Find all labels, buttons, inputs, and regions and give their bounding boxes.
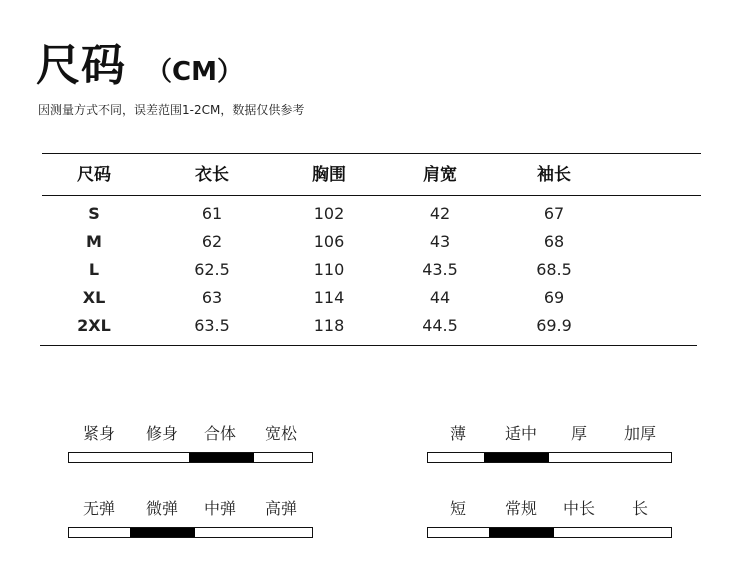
gauge-thickness-selected-segment	[484, 453, 549, 462]
gauge-fit-label: 紧身	[82, 424, 115, 443]
gauge-elasticity-label: 无弹	[82, 499, 115, 518]
column-header-sleeve: 袖长	[537, 165, 571, 185]
gauge-fit-bar	[68, 452, 313, 463]
table-cell-chest: 118	[313, 316, 345, 335]
gauge-fit-label: 合体	[203, 424, 236, 443]
column-header-chest: 胸围	[312, 165, 346, 185]
table-cell-size: M	[86, 232, 102, 251]
table-top-rule	[42, 153, 701, 154]
table-cell-length: 61	[201, 204, 223, 223]
table-cell-shoulder: 44	[429, 288, 451, 307]
gauge-length-selected-segment	[489, 528, 554, 537]
gauge-fit-selected-segment	[189, 453, 254, 462]
gauge-length-bar	[427, 527, 672, 538]
table-cell-shoulder: 43.5	[422, 260, 458, 279]
table-cell-shoulder: 43	[429, 232, 451, 251]
table-cell-size: L	[88, 260, 100, 279]
table-cell-shoulder: 44.5	[422, 316, 458, 335]
table-cell-length: 63.5	[194, 316, 230, 335]
table-cell-length: 62	[201, 232, 223, 251]
table-cell-sleeve: 68	[543, 232, 565, 251]
column-header-size: 尺码	[77, 165, 111, 185]
gauge-elasticity-label: 微弹	[145, 499, 178, 518]
gauge-elasticity-bar	[68, 527, 313, 538]
table-cell-sleeve: 69	[543, 288, 565, 307]
table-cell-shoulder: 42	[429, 204, 451, 223]
table-cell-sleeve: 69.9	[536, 316, 572, 335]
gauge-length-label: 长	[631, 499, 648, 518]
gauge-thickness-label: 薄	[449, 424, 466, 443]
gauge-thickness-label: 厚	[570, 424, 587, 443]
table-header-rule	[42, 195, 701, 196]
table-cell-chest: 102	[313, 204, 345, 223]
gauge-thickness-bar	[427, 452, 672, 463]
column-header-length: 衣长	[195, 165, 229, 185]
table-cell-size: 2XL	[77, 316, 111, 335]
table-cell-sleeve: 68.5	[536, 260, 572, 279]
gauge-thickness-label: 加厚	[623, 424, 656, 443]
gauge-elasticity-label: 中弹	[203, 499, 236, 518]
gauge-fit-label: 修身	[145, 424, 178, 443]
table-cell-chest: 106	[313, 232, 345, 251]
table-cell-size: XL	[82, 288, 106, 307]
table-cell-chest: 114	[313, 288, 345, 307]
gauge-length-label: 常规	[504, 499, 537, 518]
gauge-fit-label: 宽松	[264, 424, 297, 443]
measurement-note: 因测量方式不同，误差范围1-2CM，数据仅供参考	[38, 103, 305, 117]
column-header-shoulder: 肩宽	[423, 165, 457, 185]
gauge-elasticity-selected-segment	[130, 528, 195, 537]
gauge-length-label: 中长	[562, 499, 595, 518]
table-cell-length: 62.5	[194, 260, 230, 279]
gauge-length-label: 短	[449, 499, 466, 518]
unit-label: （CM）	[146, 57, 243, 87]
table-cell-sleeve: 67	[543, 204, 565, 223]
table-cell-chest: 110	[313, 260, 345, 279]
table-cell-size: S	[88, 204, 100, 223]
gauge-thickness-label: 适中	[504, 424, 537, 443]
table-bottom-rule	[40, 345, 697, 346]
gauge-elasticity-label: 高弹	[264, 499, 297, 518]
page-title: 尺码	[36, 40, 126, 91]
table-cell-length: 63	[201, 288, 223, 307]
